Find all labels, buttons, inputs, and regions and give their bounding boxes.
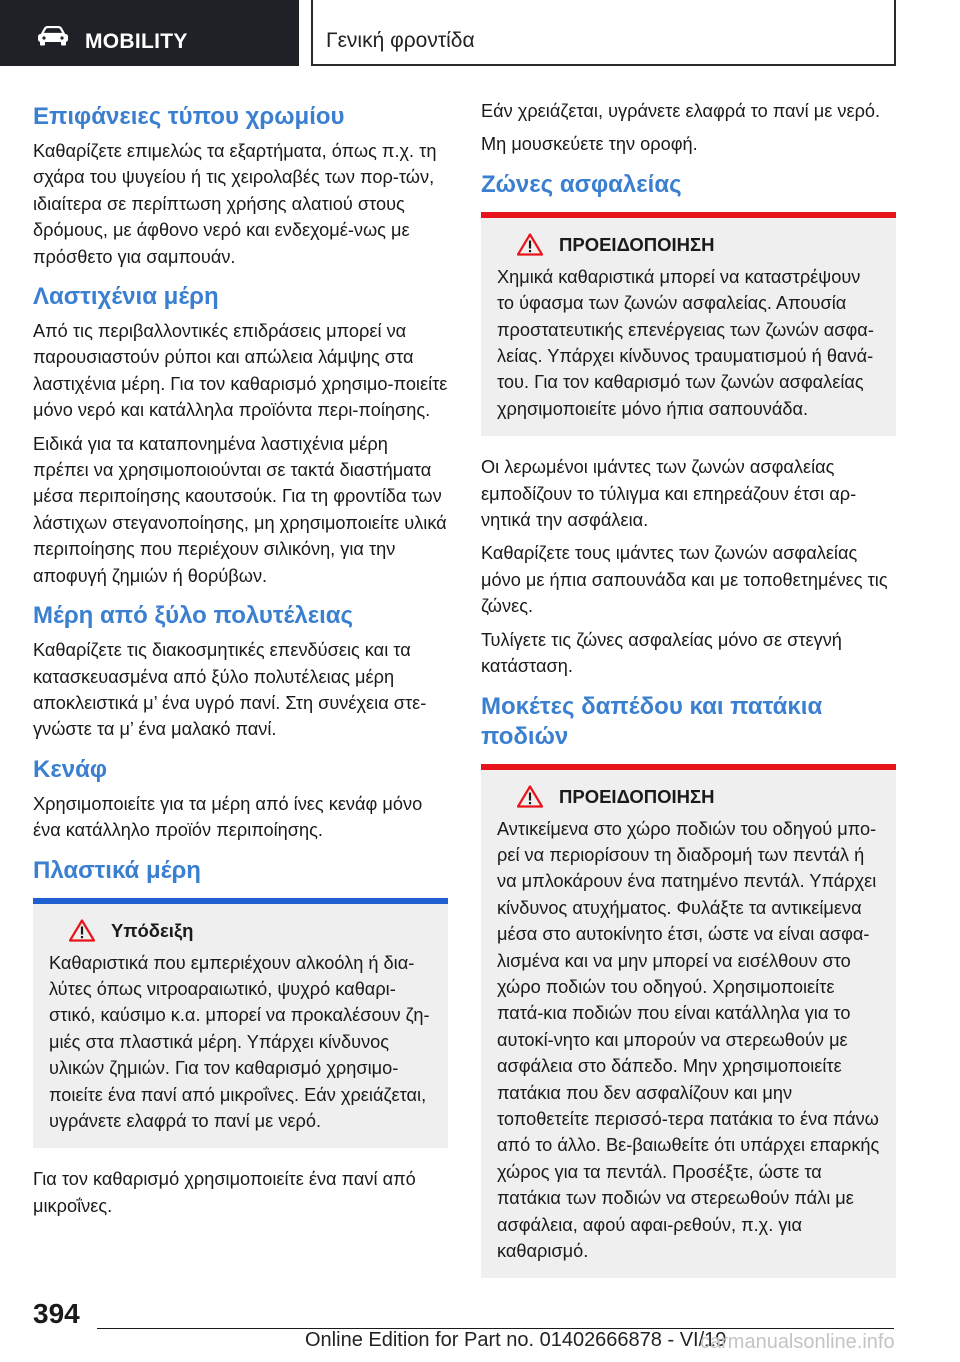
paragraph: Ειδικά για τα καταπονημένα λαστιχένια μέρη πρέπει να χρησιμοποιούνται σε τακτά διαστήματα μέσα περιποίησης καουτσούκ. Για τη φροντίδα των λάστιχων στεγανοποίησης, μη χρησιμοποιείτε υλικά περιποίησης που περιέχουν σιλικόνη, για την αποφυγή ζημιών ή θορύβων. xyxy=(33,433,447,586)
heading-floor-mats: Μοκέτες δαπέδου και πατάκια ποδιών xyxy=(481,692,823,750)
paragraph: Καθαρίζετε επιμελώς τα εξαρτήματα, όπως π.χ. τη σχάρα του ψυγείου ή τις χειρολαβές των πορ‐τών, ιδιαίτερα σε περίπτωση χρήσης αλατιού στους δρόμους, με άφθονο νερό και ενδεχομέ‐νως με πρόσθετο για σαμπουάν. xyxy=(33,141,437,267)
heading-chrome-surfaces: Επιφάνειες τύπου χρωμίου xyxy=(33,103,345,130)
warning-triangle-icon xyxy=(517,233,543,256)
notice-box xyxy=(33,898,448,1149)
warning-title: ΠΡΟΕΙΔΟΠΟΙΗΣΗ xyxy=(559,785,715,807)
heading-kenaf: Κενάφ xyxy=(33,755,107,783)
watermark: carmanualsonline.info xyxy=(700,1331,895,1353)
warning-title: ΠΡΟΕΙΔΟΠΟΙΗΣΗ xyxy=(559,233,715,255)
notice-title: Υπόδειξη xyxy=(111,919,194,941)
paragraph: Για τον καθαρισμό χρησιμοποιείτε ένα πανί από μικροΐνες. xyxy=(33,1169,416,1216)
paragraph: Από τις περιβαλλοντικές επιδράσεις μπορεί να παρουσιαστούν ρύποι και απώλεια λάμψης στα λαστιχένια μέρη. Για τον καθαρισμό χρησιμο‐ποιείτε μόνο νερό και κατάλληλα προϊόντα περι‐ποίησης. xyxy=(33,321,448,421)
warning-triangle-icon xyxy=(517,785,543,808)
paragraph: Εάν χρειάζεται, υγράνετε ελαφρά το πανί με νερό. xyxy=(481,101,881,121)
notice-text: Καθαριστικά που εμπεριέχουν αλκοόλη ή δια‐λύτες όπως νιτροαραιωτικό, ψυχρό καθαρι‐στικό, καύσιμο κ.α. μπορεί να προκαλέσουν ζη‐μιές στα πλαστικά μέρη. Υπάρχει κίνδυνος υλικών ζημιών. Για τον καθαρισμό χρησιμο‐ποιείτε ένα πανί από μικροΐνες. Εάν χρειάζεται, υγράνετε ελαφρά το πανί με νερό. xyxy=(49,952,430,1131)
section-label: MOBILITY xyxy=(85,30,188,53)
notice-header xyxy=(69,918,432,944)
warning-text: Αντικείμενα στο χώρο ποδιών του οδηγού μπο‐ρεί να περιορίσουν τη διαδρομή των πεντάλ ή να μπλοκάρουν ένα πατημένο πεντάλ. Υπάρχει κίνδυνος ατυχήματος. Φυλάξτε τα αντικείμενα μέσα στο αυτοκίνητο έτσι, ώστε να είναι ασφα‐λισμένα και να μην μπορεί να εισέλθουν στο χώρο ποδιών του οδηγού. Χρησιμοποιείτε πατά‐κια ποδιών που είναι κατάλληλα για το αυτοκί‐νητο και μπορούν να στερεωθούν με ασφάλεια στο δάπεδο. Μην χρησιμοποιείτε πατάκια που δεν ασφαλίζουν και μην τοποθετείτε περισσό‐τερα πατάκια το ένα πάνω από το άλλο. Βε‐βαιωθείτε ότι υπάρχει επαρκής χώρος για τα πεντάλ. Προσέξτε, ώστε τα πατάκια των ποδιών να στερεωθούν πάλι με ασφάλεια, αφού αφαι‐ρεθούν, π.χ. για καθαρισμό. xyxy=(497,818,880,1261)
heading-rubber-parts: Λαστιχένια μέρη xyxy=(33,283,219,311)
paragraph: Οι λερωμένοι ιμάντες των ζωνών ασφαλείας εμποδίζουν το τύλιγμα και επηρεάζουν έτσι αρ‐νητικά την ασφάλεια. xyxy=(481,457,857,531)
right-column xyxy=(481,98,896,1296)
heading-wood-parts: Μέρη από ξύλο πολυτέλειας xyxy=(33,602,353,630)
page-number: 394 xyxy=(33,1298,80,1329)
car-icon xyxy=(36,26,70,46)
warning-text: Χημικά καθαριστικά μπορεί να καταστρέψουν το ύφασμα των ζωνών ασφαλείας. Απουσία προστατευτικής επενέργειας των ζωνών ασφα‐λείας. Υπάρχει κίνδυνος τραυματισμού ή θανά‐του. Για τον καθαρισμό των ζωνών ασφαλείας χρησιμοποιείτε μόνο ήπια σαπουνάδα. xyxy=(497,266,874,419)
heading-seat-belts: Ζώνες ασφαλείας xyxy=(481,170,682,198)
page-header xyxy=(0,0,960,66)
paragraph: Καθαρίζετε τους ιμάντες των ζωνών ασφαλείας μόνο με ήπια σαπουνάδα και με τοποθετημένες τις ζώνες. xyxy=(481,543,888,617)
section-tab xyxy=(0,0,299,66)
heading-plastic-parts: Πλαστικά μέρη xyxy=(33,856,201,884)
edition-note: Online Edition for Part no. 01402666878 - VI/19 xyxy=(305,1329,727,1351)
chapter-box xyxy=(311,0,896,66)
chapter-title: Γενική φροντίδα xyxy=(326,29,475,52)
warning-triangle-icon xyxy=(69,919,95,942)
warning-box xyxy=(481,212,896,436)
paragraph: Καθαρίζετε τις διακοσμητικές επενδύσεις και τα κατασκευασμένα από ξύλο πολυτέλειας μέρη αποκλειστικά μ’ ένα υγρό πανί. Στη συνέχεια στε‐γνώστε τα μ’ ένα μαλακό πανί. xyxy=(33,640,427,740)
warning-header xyxy=(517,232,880,258)
warning-box xyxy=(481,764,896,1279)
paragraph: Χρησιμοποιείτε για τα μέρη από ίνες κενάφ μόνο ένα κατάλληλο προϊόν περιποίησης. xyxy=(33,793,423,841)
paragraph: Τυλίγετε τις ζώνες ασφαλείας μόνο σε στεγνή κατάσταση. xyxy=(481,629,842,677)
paragraph: Μη μουσκεύετε την οροφή. xyxy=(481,134,698,155)
left-column xyxy=(33,98,448,1226)
warning-header xyxy=(517,784,880,810)
